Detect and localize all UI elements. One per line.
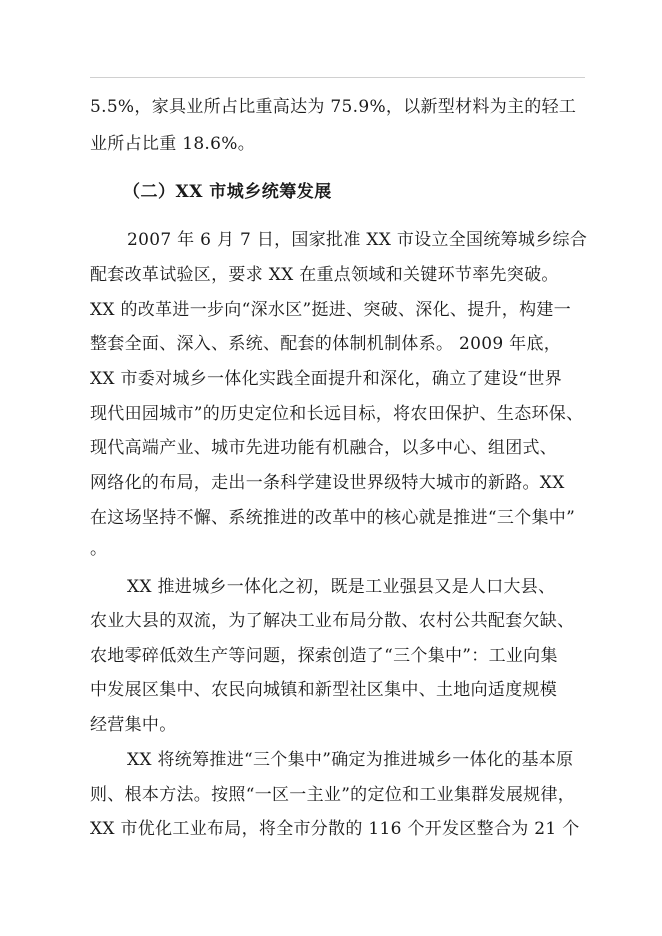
text-line: 农地零碎低效生产等问题，探索创造了“三个集中”：工业向集 — [90, 646, 558, 666]
text-line: XX 推进城乡一体化之初，既是工业强县又是人口大县、 — [127, 577, 556, 597]
text-line: 2007 年 6 月 7 日，国家批准 XX 市设立全国统筹城乡综合 — [127, 230, 588, 250]
text-line: 现代高端产业、城市先进功能有机融合，以多中心、组团式、 — [90, 438, 558, 458]
text-line: 在这场坚持不懈、系统推进的改革中的核心就是推进“三个集中” — [90, 508, 576, 528]
text-line: XX 的改革进一步向“深水区”挺进、突破、深化、提升，构建一 — [90, 300, 571, 320]
text-line: XX 将统筹推进“三个集中”确定为推进城乡一体化的基本原 — [127, 750, 574, 770]
section-heading: （二）XX 市城乡统筹发展 — [123, 182, 332, 202]
text-line: 5.5%，家具业所占比重高达为 75.9%，以新型材料为主的轻工 — [90, 97, 577, 117]
header-rule — [90, 77, 585, 78]
text-line: 整套全面、深入、系统、配套的体制机制体系。 2009 年底， — [90, 334, 562, 354]
text-line: 农业大县的双流，为了解决工业布局分散、农村公共配套欠缺、 — [90, 611, 575, 631]
text-line: 。 — [90, 539, 108, 559]
text-line: 经营集中。 — [90, 715, 177, 735]
text-line: 现代田园城市”的历史定位和长远目标，将农田保护、生态环保、 — [90, 404, 584, 424]
text-line: 中发展区集中、农民向城镇和新型社区集中、土地向适度规模 — [90, 680, 558, 700]
text-line: 业所占比重 18.6%。 — [90, 134, 256, 154]
text-line: 网络化的布局，走出一条科学建设世界级特大城市的新路。XX — [90, 473, 565, 493]
text-line: XX 市优化工业布局，将全市分散的 116 个开发区整合为 21 个 — [90, 819, 580, 839]
text-line: XX 市委对城乡一体化实践全面提升和深化，确立了建设“世界 — [90, 369, 562, 389]
text-line: 配套改革试验区，要求 XX 在重点领域和关键环节率先突破。 — [90, 265, 559, 285]
text-line: 则、根本方法。按照“一区一主业”的定位和工业集群发展规律， — [90, 785, 576, 805]
